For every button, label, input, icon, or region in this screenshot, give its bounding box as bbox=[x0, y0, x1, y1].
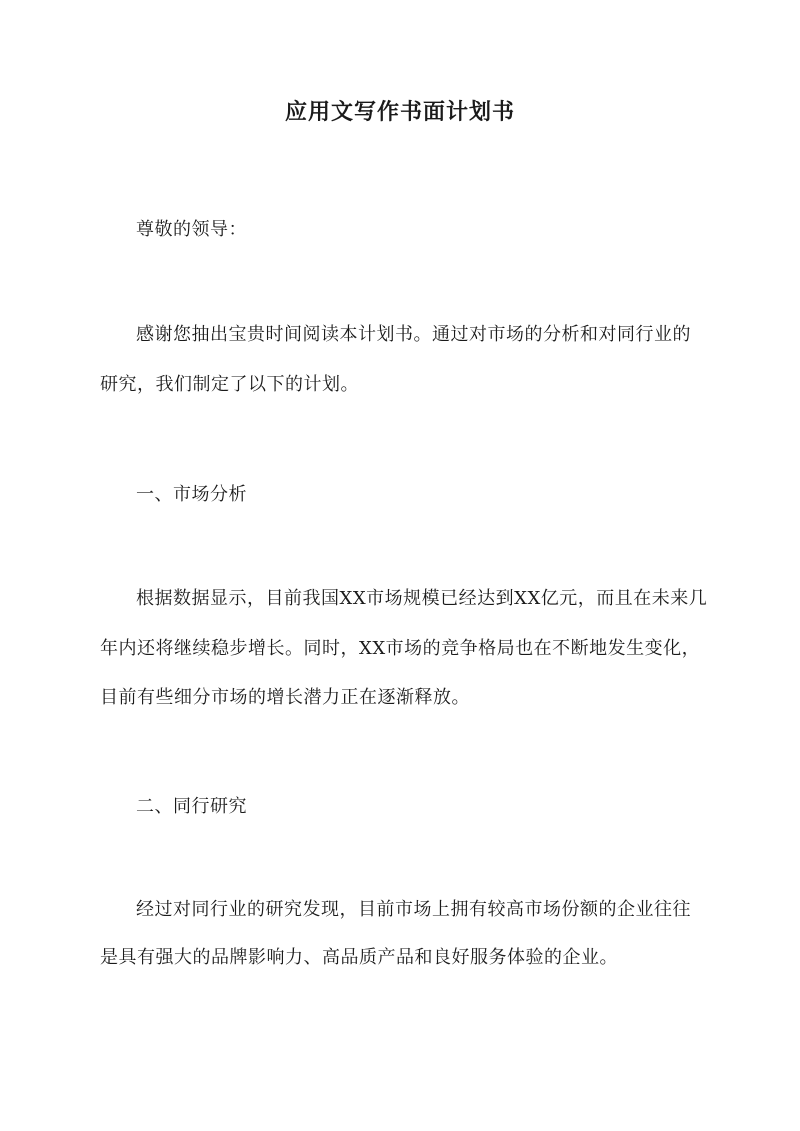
section-2-line-1: 经过对同行业的研究发现，目前市场上拥有较高市场份额的企业往往 bbox=[136, 899, 691, 920]
section-2-heading: 二、同行研究 bbox=[136, 796, 247, 817]
intro-line-2: 研究，我们制定了以下的计划。 bbox=[100, 374, 359, 395]
salutation: 尊敬的领导： bbox=[136, 219, 247, 240]
section-1-heading: 一、市场分析 bbox=[136, 484, 247, 505]
document-title: 应用文写作书面计划书 bbox=[284, 99, 515, 125]
section-1-line-2: 年内还将继续稳步增长。同时，XX市场的竞争格局也在不断地发生变化， bbox=[100, 638, 701, 659]
intro-line-1: 感谢您抽出宝贵时间阅读本计划书。通过对市场的分析和对同行业的 bbox=[136, 324, 691, 345]
section-2-line-2: 是具有强大的品牌影响力、高品质产品和良好服务体验的企业。 bbox=[100, 947, 618, 968]
section-1-line-1: 根据数据显示，目前我国XX市场规模已经达到XX亿元，而且在未来几 bbox=[136, 588, 708, 609]
section-1-line-3: 目前有些细分市场的增长潜力正在逐渐释放。 bbox=[100, 687, 470, 708]
